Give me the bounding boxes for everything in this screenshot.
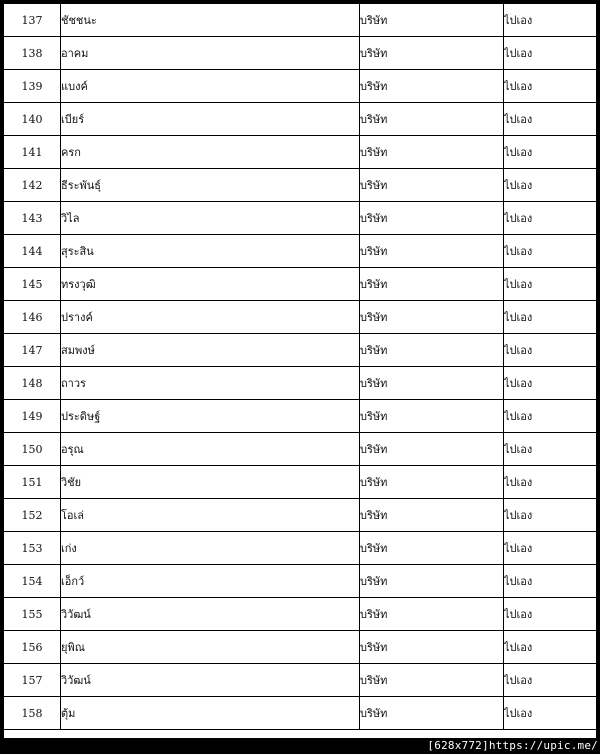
roster-table — [4, 4, 596, 730]
row-number-cell: 148 — [4, 367, 61, 400]
type-cell: บริษัท — [360, 301, 504, 334]
type-cell: บริษัท — [360, 499, 504, 532]
type-cell: บริษัท — [360, 4, 504, 37]
name-cell: ปรางค์ — [61, 301, 360, 334]
name-cell: อาคม — [61, 37, 360, 70]
type-cell: บริษัท — [360, 367, 504, 400]
name-cell: เอ็กว์ — [61, 565, 360, 598]
type-cell: บริษัท — [360, 565, 504, 598]
type-cell: บริษัท — [360, 532, 504, 565]
name-cell: แบงค์ — [61, 70, 360, 103]
name-cell: อรุณ — [61, 433, 360, 466]
table-row — [4, 136, 596, 169]
row-number-cell: 158 — [4, 697, 61, 730]
note-cell: ไปเอง — [504, 433, 597, 466]
table-row — [4, 4, 596, 37]
type-cell: บริษัท — [360, 664, 504, 697]
note-cell: ไปเอง — [504, 268, 597, 301]
name-cell: วิไล — [61, 202, 360, 235]
image-host-watermark: [628x772]https://upic.me/ — [427, 739, 598, 752]
row-number-cell: 140 — [4, 103, 61, 136]
note-cell: ไปเอง — [504, 169, 597, 202]
table-row — [4, 37, 596, 70]
name-cell: สมพงษ์ — [61, 334, 360, 367]
name-cell: เบียร์ — [61, 103, 360, 136]
table-row — [4, 466, 596, 499]
note-cell: ไปเอง — [504, 400, 597, 433]
table-row — [4, 664, 596, 697]
name-cell: ครก — [61, 136, 360, 169]
note-cell: ไปเอง — [504, 136, 597, 169]
type-cell: บริษัท — [360, 400, 504, 433]
row-number-cell: 146 — [4, 301, 61, 334]
note-cell: ไปเอง — [504, 697, 597, 730]
row-number-cell: 138 — [4, 37, 61, 70]
note-cell: ไปเอง — [504, 4, 597, 37]
row-number-cell: 149 — [4, 400, 61, 433]
type-cell: บริษัท — [360, 70, 504, 103]
note-cell: ไปเอง — [504, 70, 597, 103]
name-cell: ประดิษฐ์ — [61, 400, 360, 433]
type-cell: บริษัท — [360, 466, 504, 499]
row-number-cell: 141 — [4, 136, 61, 169]
note-cell: ไปเอง — [504, 334, 597, 367]
note-cell: ไปเอง — [504, 532, 597, 565]
name-cell: สุระสิน — [61, 235, 360, 268]
type-cell: บริษัท — [360, 631, 504, 664]
note-cell: ไปเอง — [504, 466, 597, 499]
type-cell: บริษัท — [360, 697, 504, 730]
row-number-cell: 139 — [4, 70, 61, 103]
row-number-cell: 152 — [4, 499, 61, 532]
name-cell: วิวัฒน์ — [61, 664, 360, 697]
row-number-cell: 154 — [4, 565, 61, 598]
table-row — [4, 433, 596, 466]
table-row — [4, 631, 596, 664]
name-cell: ยุพิณ — [61, 631, 360, 664]
type-cell: บริษัท — [360, 37, 504, 70]
note-cell: ไปเอง — [504, 37, 597, 70]
table-row — [4, 697, 596, 730]
row-number-cell: 156 — [4, 631, 61, 664]
row-number-cell: 157 — [4, 664, 61, 697]
table-row — [4, 598, 596, 631]
type-cell: บริษัท — [360, 268, 504, 301]
note-cell: ไปเอง — [504, 598, 597, 631]
document-sheet — [4, 4, 596, 738]
table-row — [4, 70, 596, 103]
note-cell: ไปเอง — [504, 631, 597, 664]
table-row — [4, 235, 596, 268]
name-cell: โอเล่ — [61, 499, 360, 532]
note-cell: ไปเอง — [504, 367, 597, 400]
name-cell: วิวัฒน์ — [61, 598, 360, 631]
row-number-cell: 145 — [4, 268, 61, 301]
note-cell: ไปเอง — [504, 499, 597, 532]
note-cell: ไปเอง — [504, 202, 597, 235]
type-cell: บริษัท — [360, 598, 504, 631]
table-row — [4, 334, 596, 367]
table-row — [4, 169, 596, 202]
name-cell: วิชัย — [61, 466, 360, 499]
type-cell: บริษัท — [360, 169, 504, 202]
name-cell: ทรงวุฒิ — [61, 268, 360, 301]
type-cell: บริษัท — [360, 334, 504, 367]
note-cell: ไปเอง — [504, 103, 597, 136]
type-cell: บริษัท — [360, 235, 504, 268]
name-cell: ธีระพันธุ์ — [61, 169, 360, 202]
row-number-cell: 155 — [4, 598, 61, 631]
table-row — [4, 499, 596, 532]
table-row — [4, 367, 596, 400]
row-number-cell: 142 — [4, 169, 61, 202]
note-cell: ไปเอง — [504, 301, 597, 334]
note-cell: ไปเอง — [504, 664, 597, 697]
note-cell: ไปเอง — [504, 235, 597, 268]
name-cell: เก่ง — [61, 532, 360, 565]
table-row — [4, 268, 596, 301]
table-row — [4, 301, 596, 334]
row-number-cell: 147 — [4, 334, 61, 367]
row-number-cell: 150 — [4, 433, 61, 466]
row-number-cell: 144 — [4, 235, 61, 268]
type-cell: บริษัท — [360, 433, 504, 466]
type-cell: บริษัท — [360, 103, 504, 136]
table-row — [4, 103, 596, 136]
table-row — [4, 532, 596, 565]
row-number-cell: 137 — [4, 4, 61, 37]
note-cell: ไปเอง — [504, 565, 597, 598]
name-cell: ถาวร — [61, 367, 360, 400]
row-number-cell: 143 — [4, 202, 61, 235]
name-cell: ตุ้ม — [61, 697, 360, 730]
type-cell: บริษัท — [360, 136, 504, 169]
table-row — [4, 565, 596, 598]
table-row — [4, 400, 596, 433]
type-cell: บริษัท — [360, 202, 504, 235]
row-number-cell: 151 — [4, 466, 61, 499]
row-number-cell: 153 — [4, 532, 61, 565]
table-row — [4, 202, 596, 235]
name-cell: ชัชชนะ — [61, 4, 360, 37]
